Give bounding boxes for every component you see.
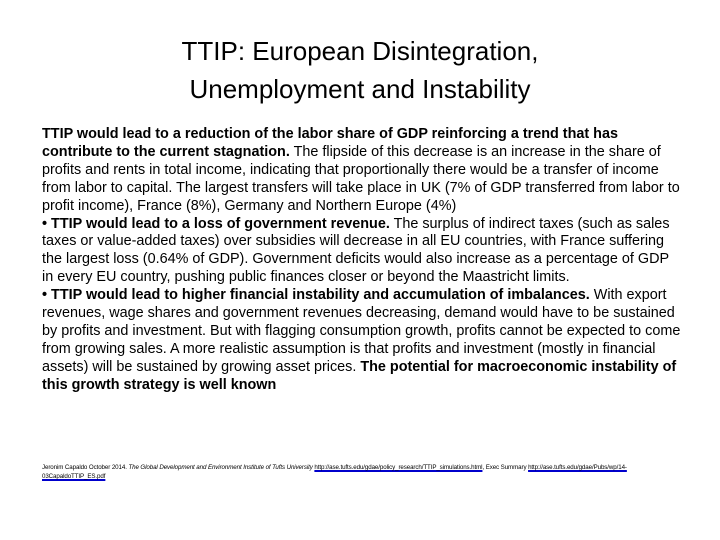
footnote-author: Jeronim Capaldo October 2014. bbox=[42, 464, 129, 471]
paragraph-government-revenue bbox=[42, 216, 682, 288]
paragraph-government-revenue-text: The surplus of indirect taxes (such as sales taxes or value-added taxes) over subsidies will decrease in all EU countries, with France suffering the largest loss (0.64% of GDP). Government deficits would also increase as a percentage of GDP in every EU country, pushing public finances closer or beyond the Maastricht limits. bbox=[42, 215, 670, 286]
footnote-mid: , Exec Summary bbox=[482, 464, 529, 471]
paragraph-government-revenue-bold: TTIP would lead to a loss of government revenue. bbox=[51, 215, 390, 232]
paragraph-labor-share bbox=[42, 126, 682, 216]
bullet-1: • bbox=[42, 215, 52, 232]
paragraph-labor-share-text: The flipside of this decrease is an increase in the share of profits and rents in total income, indicating that proportionally there would be a transfer of income from labor to capital. The largest transfers will take place in UK (7% of GDP transferred from labor to profit income), France (8%), Germany and Northern Europe (4%) bbox=[42, 143, 680, 214]
bullet-2: • bbox=[42, 287, 52, 304]
paragraph-financial-instability bbox=[42, 287, 682, 394]
paragraph-labor-share-bold: TTIP would lead to a reduction of the labor share of GDP reinforcing a trend that has contribute to the current stagnation. bbox=[42, 126, 618, 160]
footnote-link-simulations[interactable]: http://ase.tufts.edu/gdae/policy_research/TTIP_simulations.html bbox=[314, 464, 483, 471]
paragraph-financial-instability-bold: TTIP would lead to higher financial instability and accumulation of imbalances. bbox=[51, 287, 590, 304]
body-text bbox=[42, 126, 682, 395]
title-line-2: Unemployment and Instability bbox=[189, 74, 531, 104]
footnote-link-pdf[interactable]: http://ase.tufts.edu/gdae/Pubs/wp/14-03CapaldoTTIP_ES.pdf bbox=[42, 464, 627, 480]
slide-title bbox=[0, 32, 720, 108]
paragraph-financial-instability-bold-2: The potential for macroeconomic instability of this growth strategy is well known bbox=[42, 358, 677, 393]
footnote bbox=[42, 463, 682, 481]
paragraph-financial-instability-text: With export revenues, wage shares and government revenues decreasing, demand would have to be sustained by profits and investment. But with flagging consumption growth, profits cannot be expected to come from growing sales. A more realistic assumption is that profits and investment (mostly in financial assets) will be sustained by growing asset prices. bbox=[42, 287, 681, 375]
footnote-source: The Global Development and Environment Institute of Tufts University bbox=[128, 464, 313, 471]
title-line-1: TTIP: European Disintegration, bbox=[181, 36, 539, 66]
